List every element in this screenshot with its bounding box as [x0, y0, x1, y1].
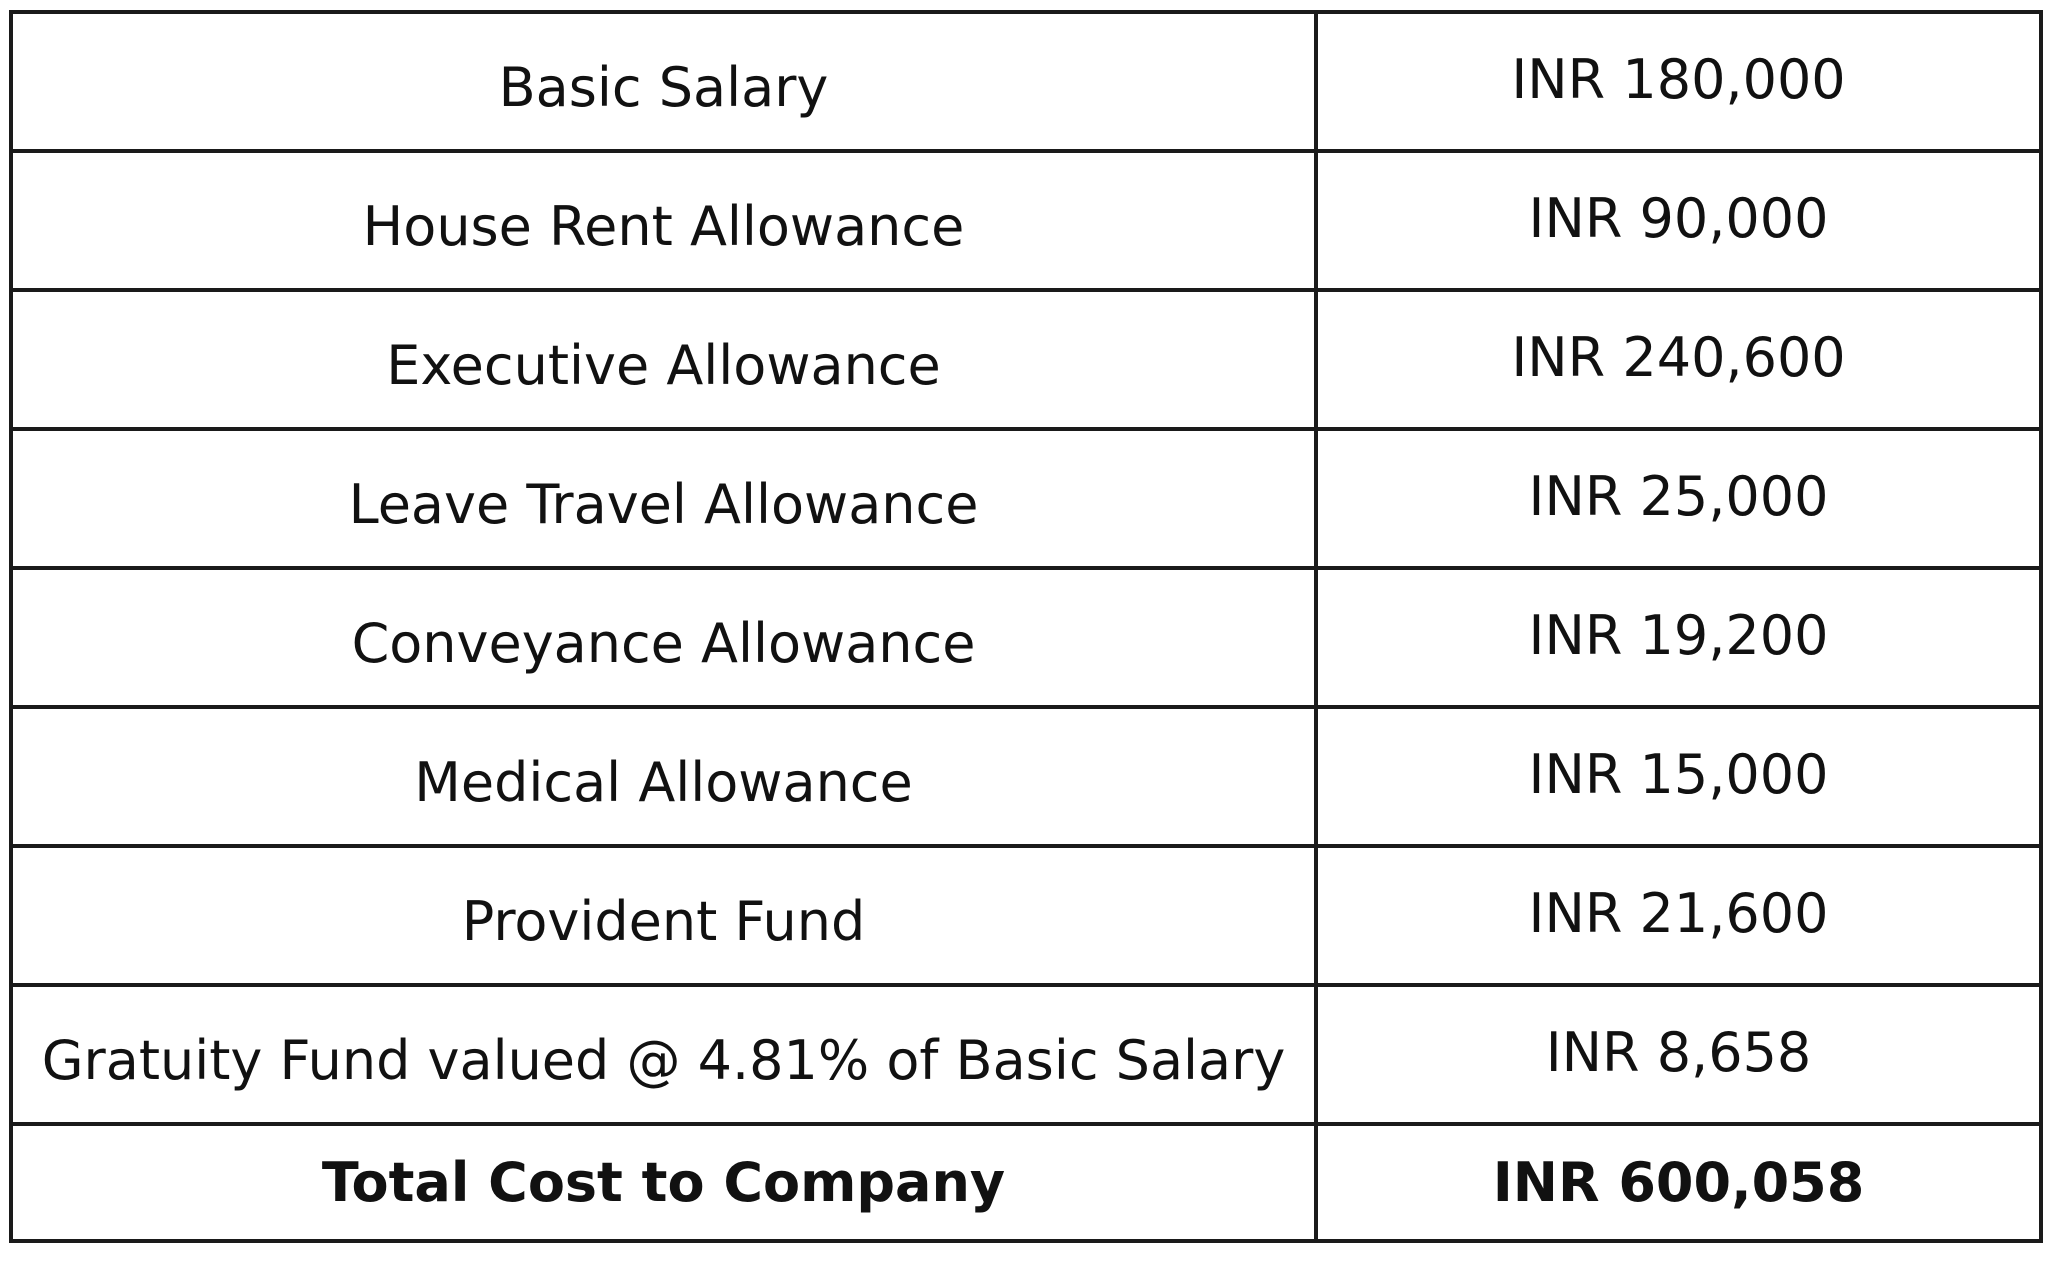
component-label: Medical Allowance [11, 707, 1316, 846]
component-amount: INR 180,000 [1316, 12, 2041, 151]
component-amount: INR 90,000 [1316, 151, 2041, 290]
component-amount: INR 19,200 [1316, 568, 2041, 707]
component-label: House Rent Allowance [11, 151, 1316, 290]
component-amount: INR 21,600 [1316, 846, 2041, 985]
component-amount: INR 8,658 [1316, 985, 2041, 1124]
component-label: Gratuity Fund valued @ 4.81% of Basic Salary [11, 985, 1316, 1124]
table-row [11, 429, 2041, 568]
table-row [11, 985, 2041, 1124]
table-row [11, 12, 2041, 151]
component-amount: INR 240,600 [1316, 290, 2041, 429]
total-row [11, 1124, 2041, 1241]
component-label: Conveyance Allowance [11, 568, 1316, 707]
component-label: Leave Travel Allowance [11, 429, 1316, 568]
component-label: Basic Salary [11, 12, 1316, 151]
table-row [11, 151, 2041, 290]
total-amount: INR 600,058 [1316, 1124, 2041, 1241]
component-label: Provident Fund [11, 846, 1316, 985]
table-row [11, 846, 2041, 985]
salary-breakdown-table [9, 10, 2043, 1243]
component-label: Executive Allowance [11, 290, 1316, 429]
table-row [11, 707, 2041, 846]
table-row [11, 568, 2041, 707]
table-row [11, 290, 2041, 429]
component-amount: INR 25,000 [1316, 429, 2041, 568]
component-amount: INR 15,000 [1316, 707, 2041, 846]
total-label: Total Cost to Company [11, 1124, 1316, 1241]
